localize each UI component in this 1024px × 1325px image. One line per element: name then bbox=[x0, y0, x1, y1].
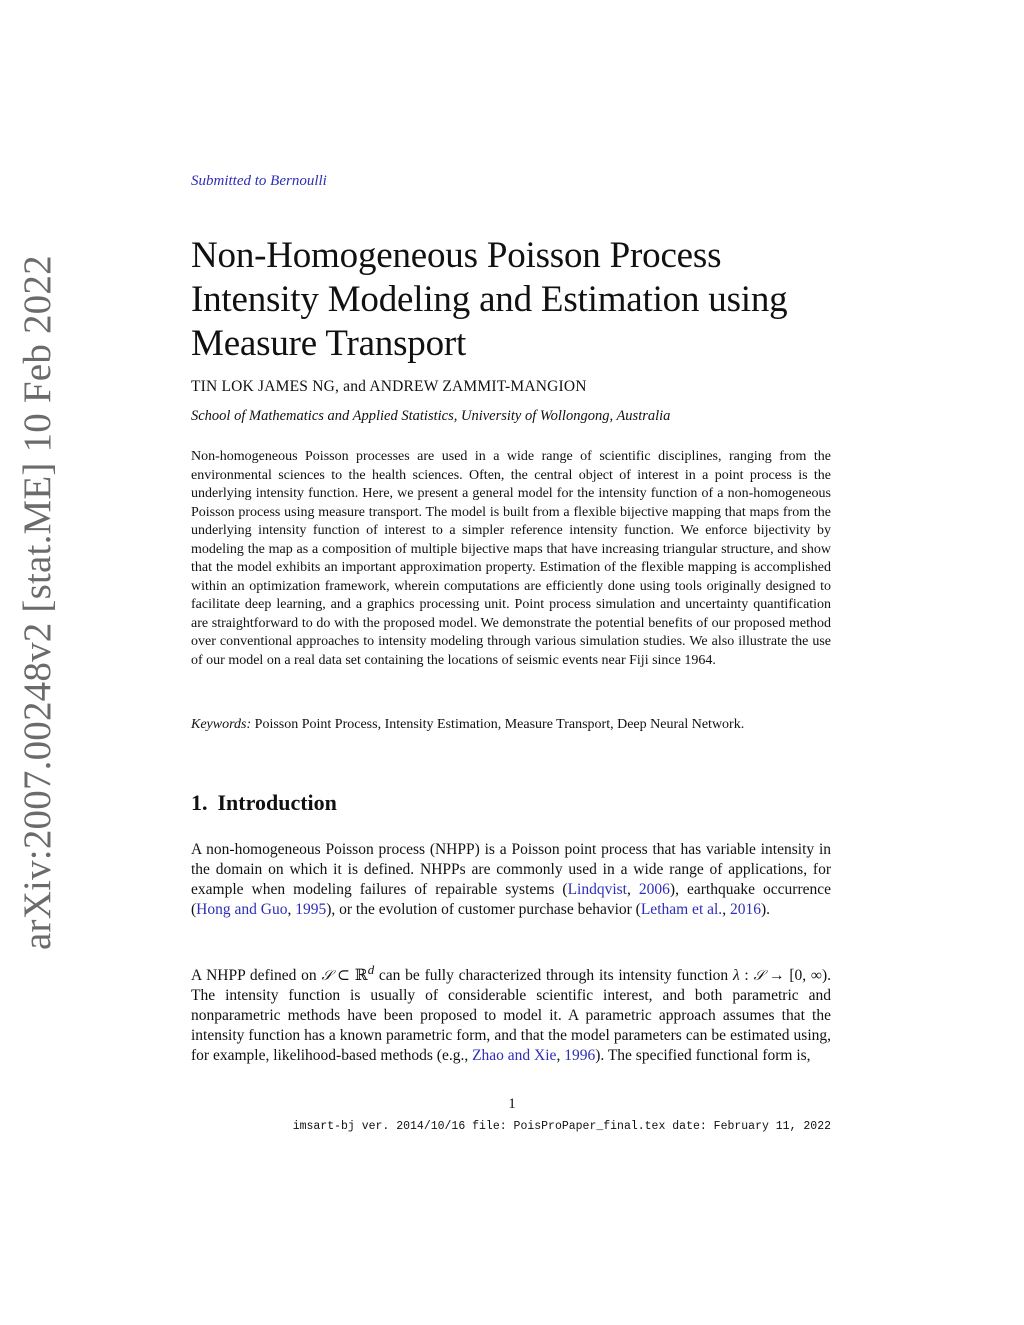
citation-lindqvist[interactable]: Lindqvist bbox=[567, 881, 627, 898]
citation-zhao-xie-year[interactable]: 1996 bbox=[564, 1047, 596, 1065]
paper-title: Non-Homogeneous Poisson Process Intensity Modeling and Estimation using Measure Transport bbox=[191, 235, 788, 364]
math-set-s: 𝒮 bbox=[321, 968, 333, 985]
intro-paragraph-1: A non-homogeneous Poisson process (NHPP) is a Poisson point process that has variable intensity in the domain on which it is defined. NHPPs are commonly used in a wide range of applications, for example when modeling failures of repairable systems (Lindqvist, 2006), earthquake occurrence (Hong and Guo, 1995), or the evolution of customer purchase behavior (Letham et al., 2016). bbox=[191, 841, 832, 918]
keywords-label: Keywords: bbox=[191, 717, 252, 732]
section-heading-introduction bbox=[191, 790, 831, 816]
author-affiliation: School of Mathematics and Applied Statistics, University of Wollongong, Australia bbox=[191, 408, 671, 424]
section-number: 1. bbox=[191, 790, 208, 815]
citation-hong-guo[interactable]: Hong and Guo bbox=[196, 901, 288, 918]
citation-zhao-xie[interactable]: Zhao and Xie bbox=[472, 1047, 557, 1065]
keywords-text: Poisson Point Process, Intensity Estimation, Measure Transport, Deep Neural Network. bbox=[254, 717, 745, 732]
citation-lindqvist-year[interactable]: 2006 bbox=[638, 881, 670, 898]
section-title: Introduction bbox=[217, 790, 337, 815]
keywords bbox=[191, 716, 831, 735]
page-footer: imsart-bj ver. 2014/10/16 file: PoisProPaper_final.tex date: February 11, 2022 bbox=[292, 1120, 831, 1133]
citation-hong-guo-year[interactable]: 1995 bbox=[295, 901, 327, 918]
paper-authors: TIN LOK JAMES NG, and ANDREW ZAMMIT-MANGION bbox=[191, 378, 587, 395]
intro-paragraph-2: A NHPP defined on 𝒮 ⊂ ℝ$^d$ can be fully characterized through its intensity function λ : 𝒮 → [0, ∞). The intensity function is usually of considerable scientific interest, and both parametric and nonparametric methods have been proposed to model it. A parametric approach assumes that the intensity function has a known parametric form, and that the model parameters can be estimated using, for example, likelihood-based methods (e.g., Zhao and Xie, 1996). The specified functional form is, bbox=[191, 962, 832, 1065]
math-lambda: λ bbox=[732, 967, 740, 985]
arxiv-identifier-stamp: arXiv:2007.00248v2 [stat.ME] 10 Feb 2022 bbox=[16, 255, 59, 950]
math-set-s-2: 𝒮 bbox=[753, 968, 765, 985]
abstract: Non-homogeneous Poisson processes are used in a wide range of scientific disciplines, ranging from the environmental sciences to the health sciences. Often, the central object of interest in a point process is the underlying intensity function. Here, we present a general model for the intensity function of a non-homogeneous Poisson process using measure transport. The model is built from a flexible bijective mapping that maps from the underlying intensity function of interest to a simpler reference intensity function. We enforce bijectivity by modeling the map as a composition of multiple bijective maps that have increasing triangular structure, and show that the model exhibits an important approximation property. Estimation of the flexible mapping is accomplished within an optimization framework, wherein computations are efficiently done using tools originally designed to facilitate deep learning, and a graphics processing unit. Point process simulation and uncertainty quantification are straightforward to do with the proposed model. We demonstrate the potential benefits of our proposed method over conventional approaches to intensity modeling through various simulation studies. We also illustrate the use of our model on a real data set containing the locations of seismic events near Fiji since 1964. bbox=[191, 449, 831, 668]
citation-letham-year[interactable]: 2016 bbox=[729, 901, 761, 918]
citation-letham[interactable]: Letham et al. bbox=[640, 901, 723, 918]
page-number: 1 bbox=[508, 1096, 516, 1112]
submitted-to-journal: Submitted to Bernoulli bbox=[191, 173, 327, 189]
math-dimension-d: d bbox=[367, 962, 375, 977]
